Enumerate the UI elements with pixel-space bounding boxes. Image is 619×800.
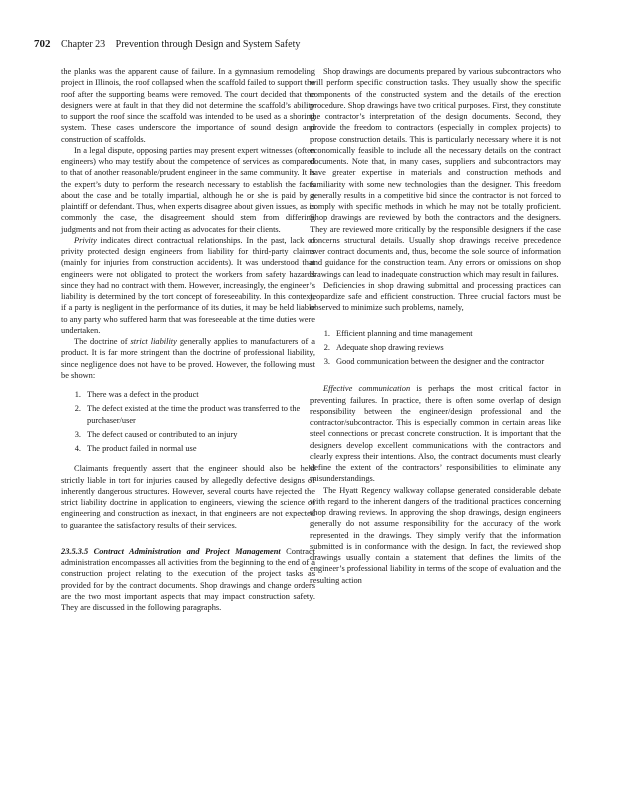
paragraph-text: is perhaps the most critical factor in preventing failures. In practice, there is often some overlap of design responsibility between the engineer/design professional and the contractor/subcontractor. This is especially common in certain areas like steel connections or precast concrete construction. It is important that the designers develop excellent communications with the contractors and clearly express their intentions. Also, the contract documents must clearly define the extent of the contractors’ responsibilities to eliminate any misunderstandings.	[310, 384, 561, 484]
left-column	[61, 66, 315, 613]
right-column	[310, 66, 561, 586]
paragraph	[61, 336, 315, 381]
running-header	[34, 38, 594, 50]
paragraph: Shop drawings are documents prepared by various subcontractors who will perform specific construction tasks. They usually show the specific components of the constructed system and the details of the erection procedure. Shop drawings have two critical purposes. First, they constitute the contractor’s interpretation of the design documents. Second, they provide the freedom to contractors (especially in complex projects) to propose construction details. This is particularly necessary where it is not economically feasible to include all the necessary details on the contract documents. Note that, in many cases, suppliers and subcontractors may have greater expertise in materials and construction methods and familiarity with some new technologies than the designer. This freedom generally results in a competitive bid since the contractor is not forced to comply with specific methods in which he may not be totally proficient. Shop drawings are reviewed by both the contractors and the designers. They are reviewed more critically by the responsible designers if the case concerns structural details. Usually shop drawings receive precedence over contract documents and, thus, become the sole source of information and guidance for the construction team. Any errors or omissions on shop drawings can lead to inadequate construction which may result in failures.	[310, 67, 561, 279]
paragraph: Deficiencies in shop drawing submittal and processing practices can jeopardize safe and efficient construction. Three crucial factors must be observed to minimize such problems, namely,	[310, 280, 561, 313]
list-item	[310, 356, 561, 367]
numbered-list	[310, 328, 561, 368]
list-number: 1.	[323, 328, 330, 338]
list-text: Adequate shop drawing reviews	[336, 342, 444, 352]
list-item	[61, 429, 315, 440]
paragraph: The Hyatt Regency walkway collapse generated considerable debate with regard to the inherent dangers of the traditional practices concerning shop drawing reviews. In approving the shop drawings, design engineers generally do not assume responsibility for the accuracy of the work represented in the drawings. They simply verify that the information submitted is in conformance with the design. In fact, the reviewed shop drawings usually contain a statement that defines the limits of the engineer’s professional liability in terms of the scope of evaluation and the resulting action	[310, 485, 561, 585]
list-number: 2.	[323, 342, 330, 352]
list-number: 4.	[74, 444, 81, 453]
chapter-title: Prevention through Design and System Safety	[115, 39, 301, 50]
paragraph: In a legal dispute, opposing parties may present expert witnesses (often engineers) who may testify about the competence of services as compared to that of another reasonable/prudent engineer in the same community. It is the expert’s duty to perform the research necessary to establish the facts about the case and be totally impartial, although he or she is paid by a plaintiff or defendant. Thus, when experts disagree about given issues, as is commonly the case, the disagreement should stem from differing judgments and not from their acting as advocates for their clients.	[61, 145, 315, 234]
term-strict-liability: strict liability	[130, 337, 177, 346]
list-text: Good communication between the designer and the contractor	[336, 357, 545, 366]
list-item	[61, 389, 315, 400]
paragraph: Claimants frequently assert that the engineer should also be held strictly liable in tort for injuries caused by allegedly defective designs of inherently dangerous structures. However, several courts have rejected the strict liability doctrine in application to engineers, viewing the science of engineering and construction as inexact, in that engineers are not expected to guarantee the satisfactory results of their services.	[61, 464, 315, 530]
paragraph: the planks was the apparent cause of failure. In a gymnasium remodeling project in Illinois, the roof collapsed when the scaffold failed to support the roof after the supporting beams were removed. The court decided that the designers were at fault in that they did not determine the scaffold’s ability to support the roof since the scaffold was intended to be used as a shoring system. These cases underscore the importance of sound design and construction of scaffolds.	[61, 67, 315, 144]
paragraph-text: Contract administration encompasses all activities from the beginning to the end of a construction project relating to the execution of the project tasks as provided for by the contract documents. Shop drawings and change orders are the two most important aspects that may impact construction safety. They are discussed in the following paragraphs.	[61, 546, 316, 612]
term-effective-communication: Effective communication	[323, 384, 411, 394]
term-privity: Privity	[74, 235, 97, 245]
chapter-label: Chapter 23	[61, 39, 106, 50]
section-paragraph	[61, 546, 315, 614]
list-text: The defect existed at the time the product was transferred to the purchaser/user	[87, 404, 301, 425]
paragraph-text: indicates direct contractual relationships. In the past, lack of privity protected design engineers from liability for third-party claims (mainly for injuries from construction accidents). It was understood that engineers were not obligated to protect the workers from safety hazards since they had no contract with them. However, increasingly, the engineer’s liability is determined by the tort concept of foreseeability. In this context, if a party is negligent in the performance of its duties, it may be held liable to any party who suffered harm that was foreseeable at the time duties were undertaken.	[61, 235, 315, 335]
list-text: The product failed in normal use	[87, 444, 197, 453]
list-text: The defect caused or contributed to an injury	[87, 429, 238, 439]
list-number: 1.	[74, 390, 81, 399]
paragraph-text: The doctrine of	[74, 337, 131, 346]
list-number: 2.	[74, 404, 81, 414]
paragraph	[310, 383, 561, 484]
section-heading: 23.5.3.5 Contract Administration and Project Management	[61, 546, 281, 556]
paragraph-text: generally applies to manufacturers of a product. It is far more stringent than the doctrine of professional liability, since negligence does not have to be proved. However, the following must be shown:	[61, 337, 315, 380]
list-item	[310, 328, 561, 339]
paragraph	[61, 235, 315, 336]
numbered-list	[61, 389, 315, 454]
list-number: 3.	[74, 429, 81, 439]
page-number: 702	[34, 38, 51, 50]
list-item	[61, 403, 315, 426]
list-number: 3.	[323, 357, 330, 366]
list-item	[310, 342, 561, 353]
list-item	[61, 443, 315, 454]
list-text: There was a defect in the product	[87, 390, 199, 399]
list-text: Efficient planning and time management	[336, 328, 473, 338]
